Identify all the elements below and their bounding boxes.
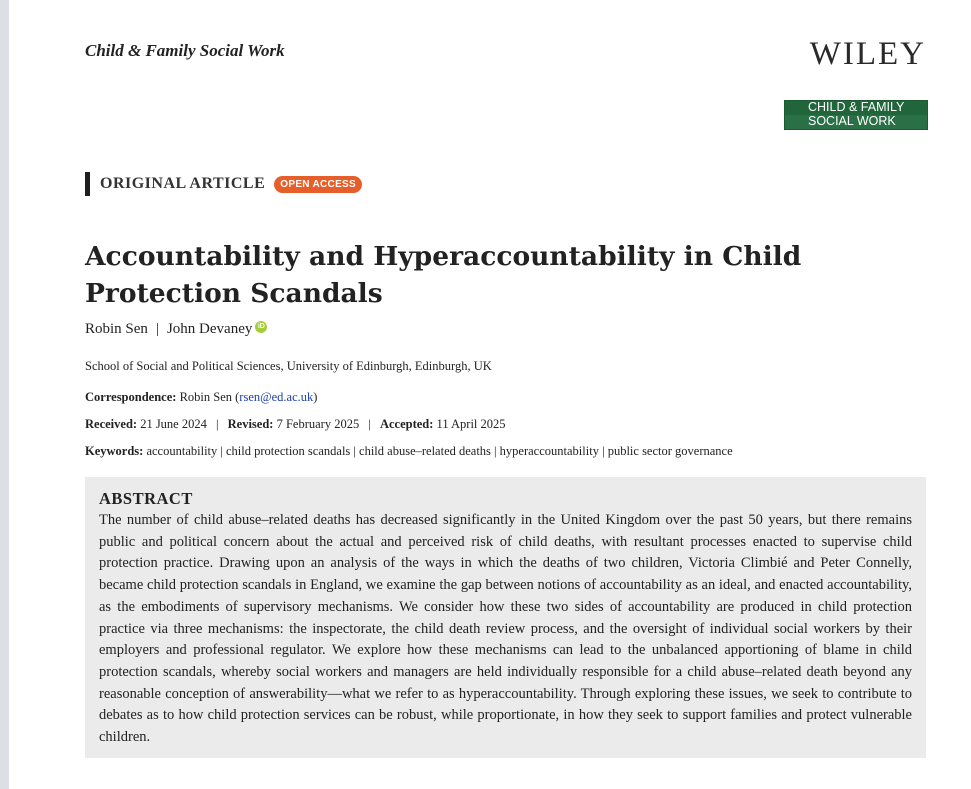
article-type [85,172,362,196]
orcid-icon[interactable]: iD [255,321,267,333]
correspondence-close: ) [313,390,318,404]
publisher-logo[interactable]: WILEY [809,36,926,72]
received-label: Received: [85,417,138,431]
author-list [85,321,267,338]
journal-name: Child & Family Social Work [85,41,285,60]
open-access-badge[interactable]: OPEN ACCESS [274,176,362,193]
date-separator: | [215,417,219,431]
revised-date: 7 February 2025 [276,417,360,431]
abstract-heading: ABSTRACT [99,489,193,508]
date-separator: | [368,417,371,431]
accepted-label: Accepted: [379,417,434,431]
revised-label: Revised: [227,417,274,431]
article-type-label: ORIGINAL ARTICLE [100,175,266,192]
keywords-list: accountability | child protection scandals | child abuse–related deaths | hyperaccountability | public sector governance [146,444,733,458]
abstract-text: The number of child abuse–related deaths has decreased significantly in the United Kingdom over the past 50 years, but there remains public and political concern about the actual and perceived risk of child deaths, with resultant processes enacted to supervise child protection practice. Drawing upon an analysis of the ways in which the deaths of two children, Victoria Climbié and Peter Connelly, became child protection scandals in England, we examine the gap between notions of accountability as an ideal, and enacted accountability, as the embodiments of supervisory mechanisms. We consider how these two sides of accountability are produced in child protection practice via three mechanisms: the inspectorate, the child death review process, and the oversight of individual social workers by their employers and professional regulator. We explore how these mechanisms can lead to the unbalanced apportioning of blame in child protection scandals, whereby social workers and managers are held individually responsible for a child abuse–related death beyond any reasonable conception of answerability—what we refer to as hyperaccountability. Through exploring these issues, we seek to contribute to debates as to how child protection services can be robust, while proportionate, in how they seek to support families and protect vulnerable children. [99,512,912,746]
journal-badge-line1: CHILD & FAMILY [785,101,927,115]
abstract-section [85,477,926,758]
journal-badge[interactable] [784,100,928,130]
author-name[interactable]: John Devaney [166,321,253,337]
article-type-bar [85,172,90,196]
accepted-date: 11 April 2025 [436,417,506,431]
correspondence-email-link[interactable]: rsen@ed.ac.uk [239,390,314,404]
keywords-label: Keywords: [85,444,144,458]
author-name[interactable]: Robin Sen [85,321,148,337]
author-separator: | [155,321,159,337]
correspondence-name: Robin Sen ( [179,390,240,404]
article-title: Accountability and Hyperaccountability in Child Protection Scandals [85,241,802,309]
affiliation: School of Social and Political Sciences, University of Edinburgh, Edinburgh, UK [85,359,492,373]
page-edge-strip [0,0,9,789]
journal-badge-line2: SOCIAL WORK [785,115,927,129]
received-date: 21 June 2024 [140,417,207,431]
keywords [85,444,733,459]
article-dates [85,417,506,432]
correspondence [85,390,317,405]
correspondence-label: Correspondence: [85,390,177,404]
